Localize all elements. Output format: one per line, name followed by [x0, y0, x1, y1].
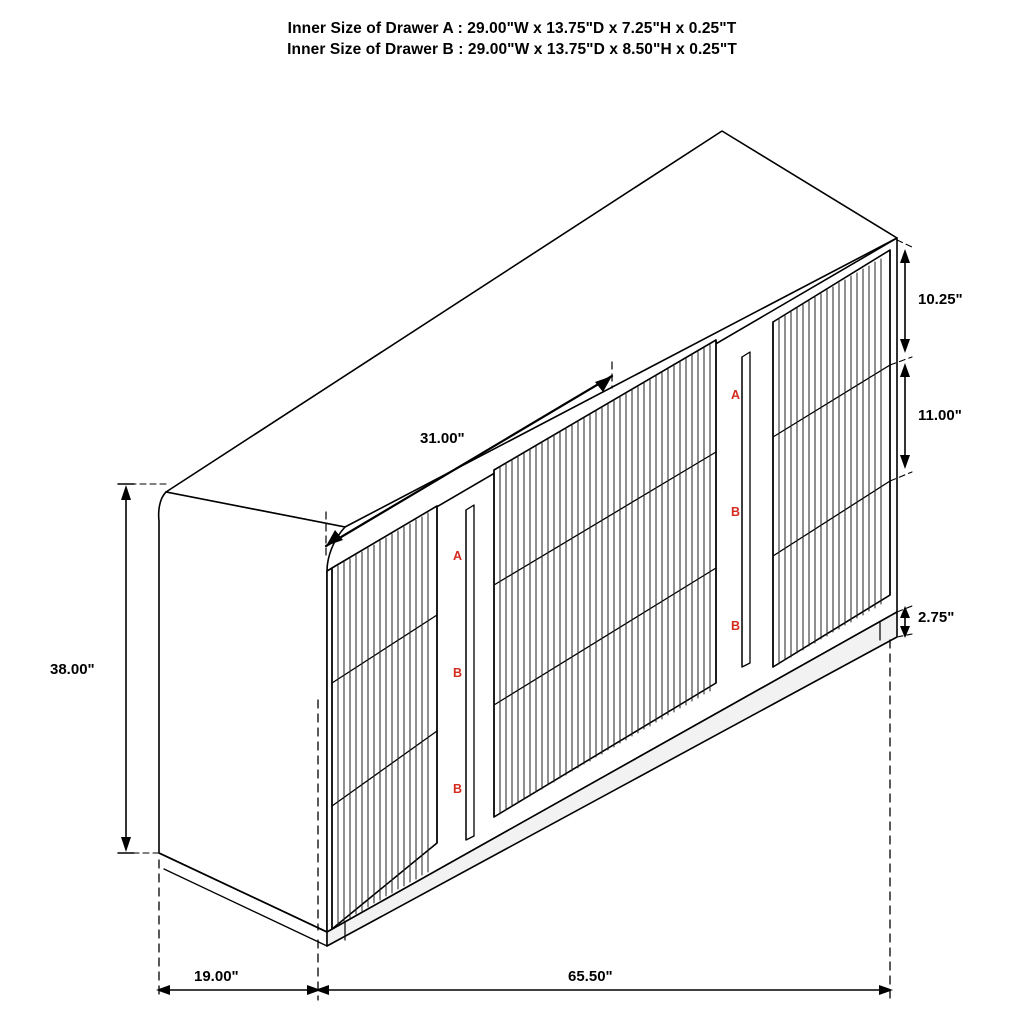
spec-line-drawer-b: Inner Size of Drawer B : 29.00"W x 13.75"D x 8.50"H x 0.25"T	[287, 41, 737, 58]
drawer-label-left-middle: B	[453, 666, 463, 680]
drawer-label-right-top: A	[731, 388, 741, 402]
drawer-label-right-middle: B	[731, 505, 741, 519]
dim-label-bottom-width: 65.50"	[568, 968, 613, 985]
dim-label-left-height: 38.00"	[50, 661, 95, 678]
dim-label-right-upper: 10.25"	[918, 291, 963, 308]
dim-label-top-depth: 31.00"	[420, 430, 465, 447]
dim-label-right-plinth: 2.75"	[918, 609, 955, 626]
cabinet-left-side-panel	[159, 492, 345, 946]
dim-label-right-middle: 11.00"	[918, 407, 962, 424]
right-drawer-stack	[773, 250, 890, 667]
drawer-label-left-bottom: B	[453, 782, 463, 796]
drawer-label-left-top: A	[453, 549, 463, 563]
dim-label-bottom-depth: 19.00"	[194, 968, 239, 985]
drawer-label-right-bottom: B	[731, 619, 741, 633]
spec-line-drawer-a: Inner Size of Drawer A : 29.00"W x 13.75"D x 7.25"H x 0.25"T	[287, 20, 737, 37]
